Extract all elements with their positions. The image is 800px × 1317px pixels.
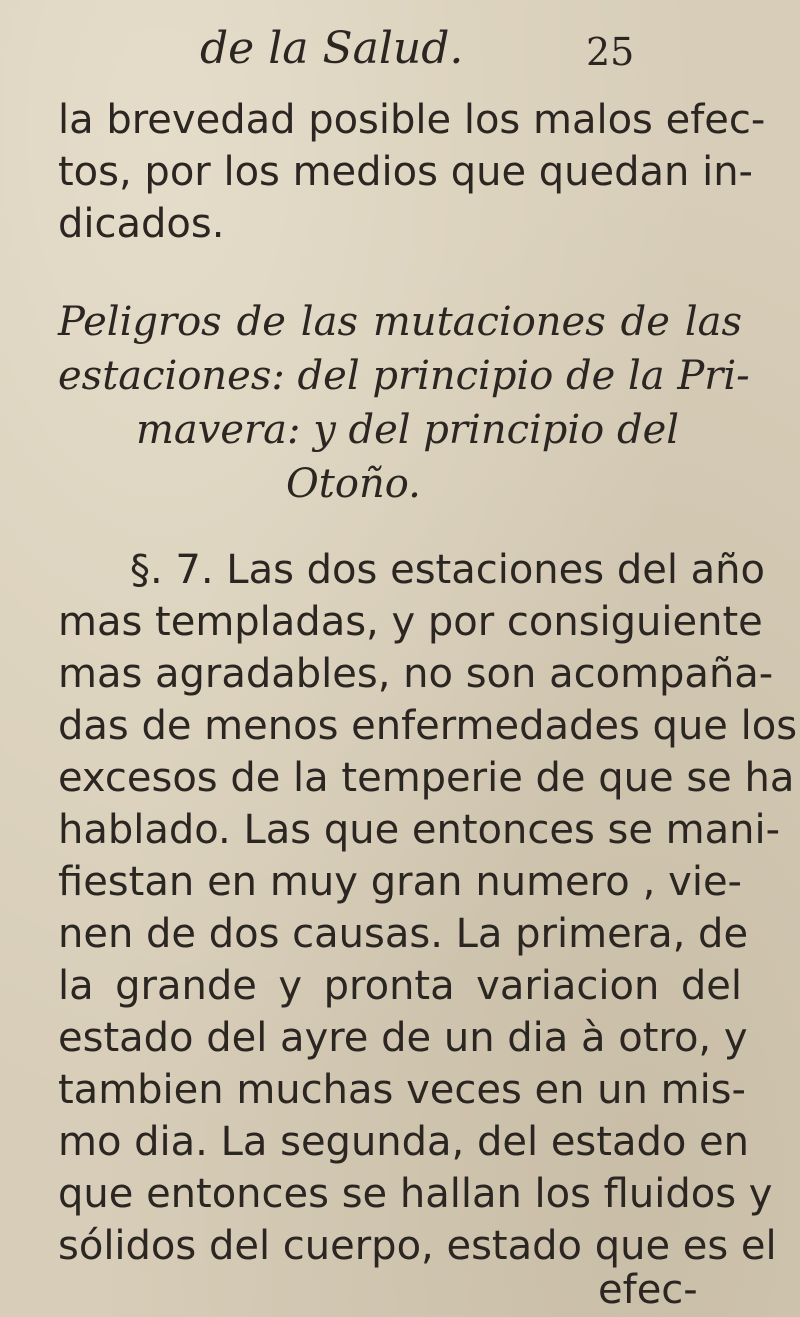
catchword: efec- — [598, 1267, 698, 1313]
section-heading-line-1: Peligros de las mutaciones de las — [58, 299, 742, 345]
body-line-5: excesos de la temperie de que se ha — [58, 755, 795, 801]
body-line-12: mo dia. La segunda, del estado en — [58, 1119, 749, 1165]
body-line-1: §. 7. Las dos estaciones del año — [130, 547, 765, 593]
page-number: 25 — [586, 30, 635, 74]
section-heading-line-3: mavera: y del principio del — [136, 407, 680, 453]
body-line-6: hablado. Las que entonces se mani- — [58, 807, 781, 853]
running-title: de la Salud. — [200, 23, 464, 74]
opening-line-3: dicados. — [58, 201, 225, 247]
opening-line-2: tos, por los medios que quedan in- — [58, 149, 753, 195]
body-line-2: mas templadas, y por consiguiente — [58, 599, 763, 645]
section-heading-line-4: Otoño. — [286, 461, 421, 507]
body-line-3: mas agradables, no son acompaña- — [58, 651, 774, 697]
body-line-9: la grande y pronta variacion del — [58, 963, 742, 1009]
opening-line-1: la brevedad posible los malos efec- — [58, 97, 766, 143]
body-line-10: estado del ayre de un dia à otro, y — [58, 1015, 748, 1061]
body-line-8: nen de dos causas. La primera, de — [58, 911, 749, 957]
body-line-14: sólidos del cuerpo, estado que es el — [58, 1223, 777, 1269]
section-heading-line-2: estaciones: del principio de la Pri- — [58, 353, 750, 399]
body-line-7: fiestan en muy gran numero , vie- — [58, 859, 742, 905]
body-line-11: tambien muchas veces en un mis- — [58, 1067, 746, 1113]
body-line-4: das de menos enfermedades que los — [58, 703, 798, 749]
body-line-13: que entonces se hallan los fluidos y — [58, 1171, 773, 1217]
